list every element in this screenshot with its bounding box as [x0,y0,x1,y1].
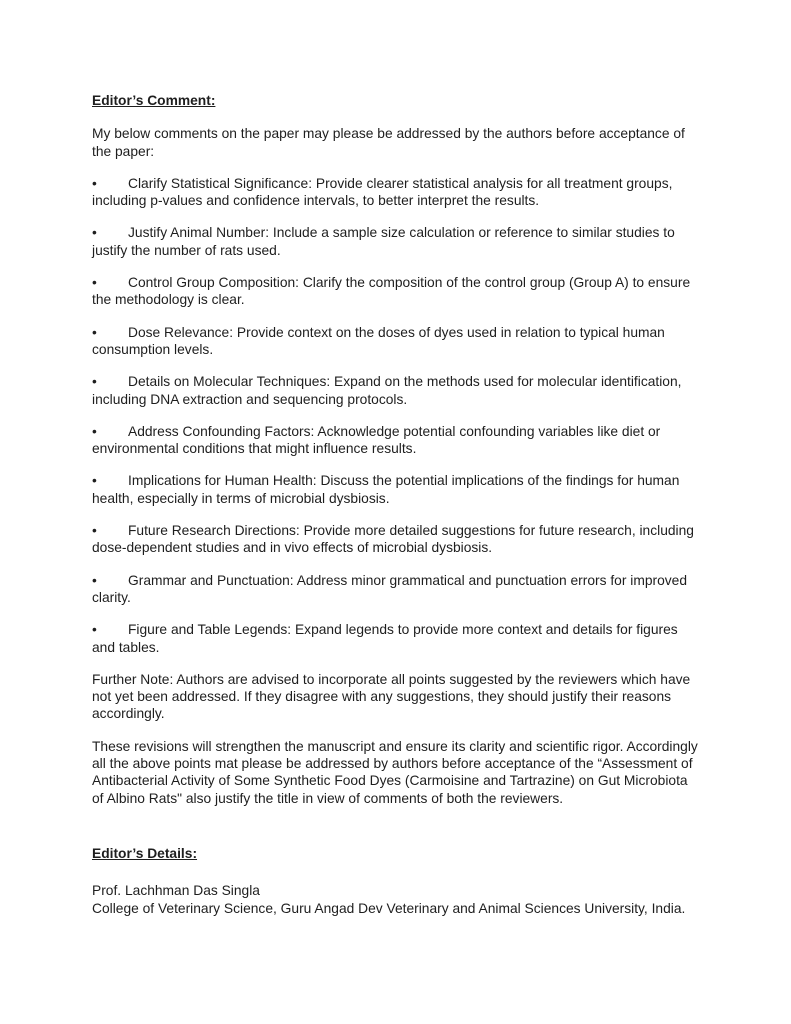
bullet-text: Control Group Composition: Clarify the composition of the control group (Group A) to ensure the methodology is clear. [92,275,691,308]
bullet-marker: • [92,324,97,340]
further-note-paragraph: Further Note: Authors are advised to incorporate all points suggested by the reviewers which have not yet been addressed. If they disagree with any suggestions, they should justify their reasons accordingly. [92,671,691,722]
editor-name: Prof. Lachhman Das Singla [92,883,260,899]
editors-comment-heading: Editor’s Comment: [92,93,216,108]
bullet-text: Grammar and Punctuation: Address minor grammatical and punctuation errors for improved clarity. [92,572,688,605]
bullet-item [92,175,701,210]
bullet-item [92,472,701,507]
bullet-marker: • [92,275,97,291]
bullet-marker: • [92,374,97,390]
editors-details-heading: Editor’s Details: [92,845,198,861]
bullet-item [92,373,701,408]
bullet-marker: • [92,225,97,241]
bullet-marker: • [92,572,97,588]
bullet-item [92,224,701,259]
bullet-text: Clarify Statistical Significance: Provide clearer statistical analysis for all treatment groups, including p-values and confidence intervals, to better interpret the results. [92,175,673,209]
bullet-marker: • [92,622,97,638]
bullet-item [92,572,701,607]
bullet-marker: • [92,473,97,489]
bullet-marker: • [92,423,97,439]
editor-affiliation: College of Veterinary Science, Guru Angad Dev Veterinary and Animal Sciences University, India. [92,900,686,916]
closing-paragraph: These revisions will strengthen the manuscript and ensure its clarity and scientific rigor. Accordingly all the above points mat please be addressed by authors before acceptance of the “Assessment of Antibacterial Activity of Some Synthetic Food Dyes (Carmoisine and Tartrazine) on Gut Microbiota of Albino Rats" also justify the title in view of comments of both the reviewers. [92,738,698,806]
bullet-text: Details on Molecular Techniques: Expand on the methods used for molecular identification, including DNA extraction and sequencing protocols. [92,374,682,407]
bullet-item [92,621,701,656]
bullet-item [92,423,701,458]
bullet-item [92,324,701,359]
editor-details-block [92,882,701,917]
intro-paragraph: My below comments on the paper may please be addressed by the authors before acceptance of the paper: [92,126,685,159]
bullet-marker: • [92,175,97,191]
bullet-item [92,274,701,309]
bullet-text: Implications for Human Health: Discuss the potential implications of the findings for human health, especially in terms of microbial dysbiosis. [92,473,680,506]
bullet-text: Address Confounding Factors: Acknowledge potential confounding variables like diet or environmental conditions that might influence results. [92,423,661,457]
bullet-text: Dose Relevance: Provide context on the doses of dyes used in relation to typical human consumption levels. [92,324,665,357]
bullet-text: Figure and Table Legends: Expand legends to provide more context and details for figures and tables. [92,622,678,655]
bullet-list [92,175,701,656]
bullet-text: Justify Animal Number: Include a sample size calculation or reference to similar studies to justify the number of rats used. [92,225,675,258]
bullet-marker: • [92,523,97,539]
bullet-item [92,522,701,557]
bullet-text: Future Research Directions: Provide more detailed suggestions for future research, including dose-dependent studies and in vivo effects of microbial dysbiosis. [92,523,694,556]
